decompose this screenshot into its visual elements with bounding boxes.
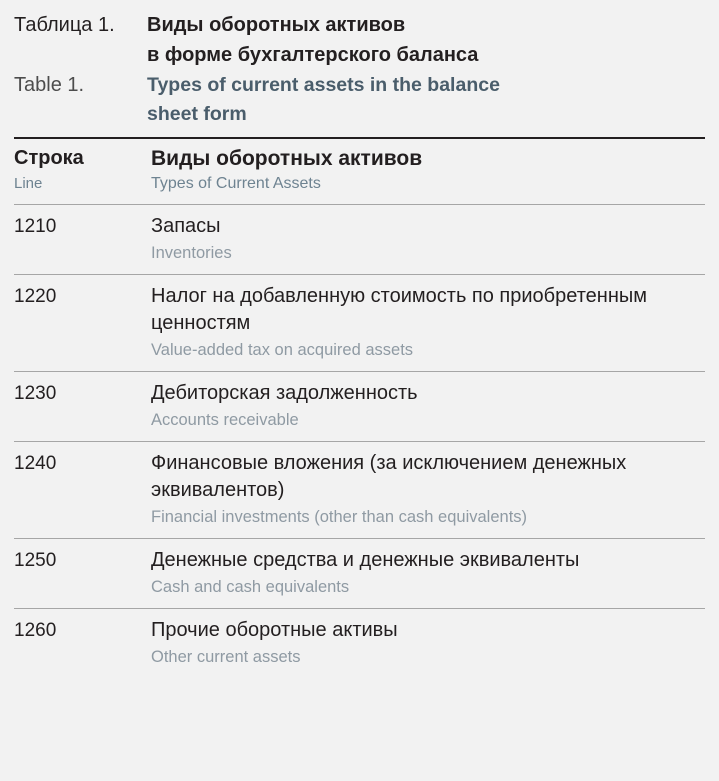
asset-name-en: Financial investments (other than cash equivalents): [151, 508, 528, 526]
table-header-types-ru: Виды оборотных активов: [151, 147, 423, 170]
table-cell-asset: [151, 442, 705, 539]
asset-name-ru: Налог на добавленную стоимость по приобретенным ценностям: [151, 285, 647, 334]
table-cell-line: [14, 442, 151, 539]
line-number: 1260: [14, 620, 57, 641]
table-header-line-ru: Строка: [14, 147, 84, 169]
caption-title-en-line2: sheet form: [147, 103, 247, 125]
asset-name-en: Value-added tax on acquired assets: [151, 341, 414, 359]
asset-name-ru: Дебиторская задолженность: [151, 382, 418, 404]
table-row: [14, 275, 705, 372]
table-row: [14, 372, 705, 442]
table-row: [14, 609, 705, 679]
caption-title-ru-line1: Виды оборотных активов: [147, 14, 406, 36]
table-body: [14, 205, 705, 679]
table-cell-line: [14, 275, 151, 372]
table-row: [14, 539, 705, 609]
table-row: [14, 205, 705, 275]
table-header-types: [151, 138, 705, 205]
line-number: 1220: [14, 286, 57, 307]
asset-name-ru: Финансовые вложения (за исключением денежных эквивалентов): [151, 452, 627, 501]
table-cell-asset: [151, 609, 705, 679]
line-number: 1250: [14, 550, 57, 571]
asset-name-ru: Прочие оборотные активы: [151, 619, 398, 641]
line-number: 1240: [14, 453, 57, 474]
table-cell-line: [14, 609, 151, 679]
table-cell-asset: [151, 372, 705, 442]
table-cell-line: [14, 539, 151, 609]
caption-title-ru: [147, 10, 705, 70]
asset-name-en: Cash and cash equivalents: [151, 578, 350, 596]
table-cell-asset: [151, 275, 705, 372]
caption-row-en: [14, 70, 705, 129]
caption-title-ru-line2: в форме бухгалтерского баланса: [147, 44, 479, 66]
caption-title-en-line1: Types of current assets in the balance: [147, 74, 500, 96]
line-number: 1210: [14, 216, 57, 237]
table-header: [14, 138, 705, 205]
table-header-types-en: Types of Current Assets: [151, 175, 321, 192]
asset-name-en: Inventories: [151, 244, 232, 262]
table-caption: [14, 10, 705, 129]
caption-label-en: Table 1.: [14, 74, 85, 96]
line-number: 1230: [14, 383, 57, 404]
asset-name-ru: Запасы: [151, 215, 221, 237]
table-header-line-en: Line: [14, 175, 43, 192]
caption-title-en: [147, 71, 705, 129]
table-row: [14, 442, 705, 539]
asset-name-en: Accounts receivable: [151, 411, 299, 429]
caption-row-ru: [14, 10, 705, 70]
table-cell-line: [14, 205, 151, 275]
table-header-row: [14, 138, 705, 205]
table-cell-line: [14, 372, 151, 442]
asset-name-en: Other current assets: [151, 648, 301, 666]
current-assets-table: [14, 137, 705, 678]
table-cell-asset: [151, 205, 705, 275]
asset-name-ru: Денежные средства и денежные эквиваленты: [151, 549, 580, 571]
table-cell-asset: [151, 539, 705, 609]
table-header-line: [14, 138, 151, 205]
caption-label-ru: Таблица 1.: [14, 14, 115, 36]
